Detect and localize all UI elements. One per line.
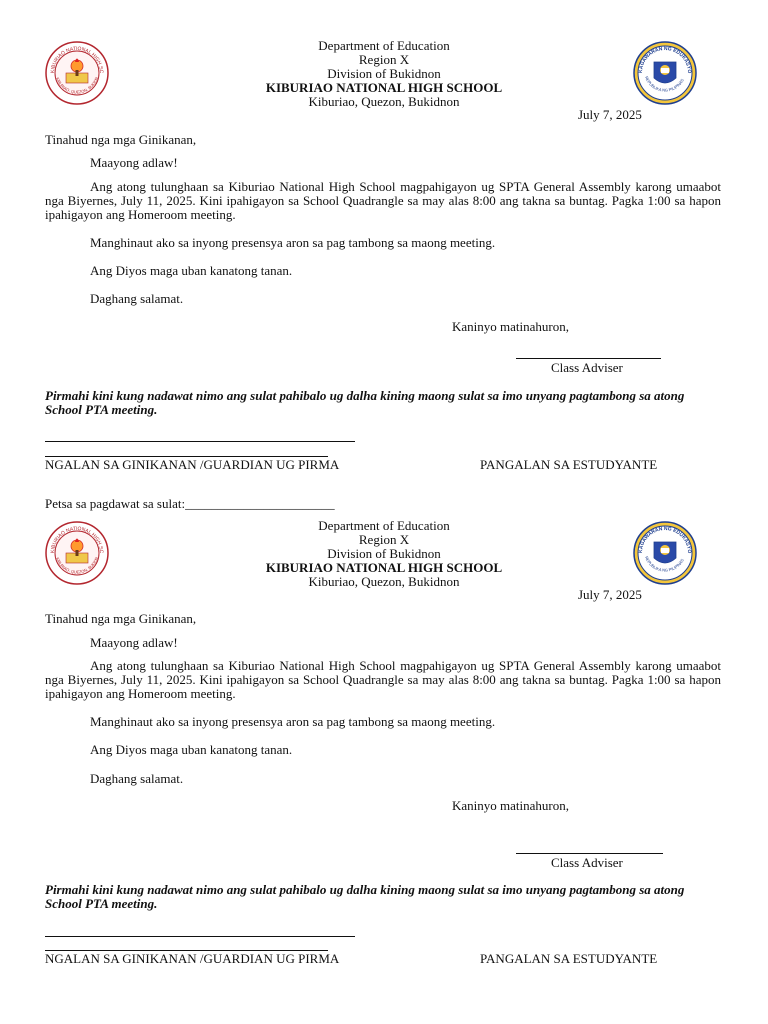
left-seal-bottom-text: KIBURIAO, QUEZON, BUKIDN [55, 556, 100, 575]
header-address: Kiburiao, Quezon, Bukidnon [308, 574, 460, 589]
parent-label: NGALAN SA GINIKANAN /GUARDIAN UG PIRMA [45, 951, 340, 966]
greeting: Maayong adlaw! [90, 155, 178, 170]
received-date-label: Petsa sa pagdawat sa sulat:_______________________ [45, 496, 335, 511]
kiburiao-nhs-seal-icon [44, 40, 110, 106]
parent-signature-line [45, 441, 355, 442]
header-department: Department of Education [318, 38, 450, 53]
right-seal-ring-text: KAGAWARAN NG EDUKASYO [637, 525, 693, 554]
letter-top [0, 0, 768, 511]
signatory-label: Class Adviser [551, 855, 623, 870]
salutation: Tinahud nga mga Ginikanan, [45, 132, 197, 147]
hope-line: Manghinaut ako sa inyong presensya aron sa pag tambong sa maong meeting. [90, 235, 496, 250]
letter-bottom [0, 480, 768, 980]
closing-line: Kaninyo matinahuron, [452, 319, 569, 334]
parent-label: NGALAN SA GINIKANAN /GUARDIAN UG PIRMA [45, 457, 340, 472]
student-label: PANGALAN SA ESTUDYANTE [480, 457, 658, 472]
thanks-line: Daghang salamat. [90, 291, 184, 306]
letter-date: July 7, 2025 [578, 587, 642, 602]
kiburiao-nhs-seal-icon [44, 520, 110, 586]
body-paragraph: Ang atong tulunghaan sa Kiburiao National High School magpahigayon ug SPTA General Assembly karong umaabot nga Biyernes, July 11, 2025. Kini ipahigayon sa School Quadrangle sa may alas 8:00 ang takna sa buntag. Pagka 1:00 sa hapon ipahigayon ang Homeroom meeting. [45, 658, 721, 701]
header-region: Region X [358, 52, 410, 67]
header-school-name: KIBURIAO NATIONAL HIGH SCHOOL [265, 560, 503, 575]
deped-seal-icon [632, 520, 698, 586]
blessing-line: Ang Diyos maga uban kanatong tanan. [90, 742, 293, 757]
parent-signature-line [45, 936, 355, 937]
signatory-label: Class Adviser [551, 360, 623, 375]
left-seal-ring-text: KIBURIAO NATIONAL HIGH SC [49, 525, 105, 554]
greeting: Maayong adlaw! [90, 635, 178, 650]
adviser-signature-line [516, 358, 661, 359]
right-seal-bottom-text: REPUBLIKA NG PILIPINAS [644, 555, 685, 573]
thanks-line: Daghang salamat. [90, 771, 184, 786]
hope-line: Manghinaut ako sa inyong presensya aron sa pag tambong sa maong meeting. [90, 714, 496, 729]
header-region: Region X [358, 532, 410, 547]
adviser-signature-line [516, 853, 663, 854]
body-paragraph: Ang atong tulunghaan sa Kiburiao National High School magpahigayon ug SPTA General Assembly karong umaabot nga Biyernes, July 11, 2025. Kini ipahigayon sa School Quadrangle sa may alas 8:00 ang takna sa buntag. Pagka 1:00 sa hapon ipahigayon ang Homeroom meeting. [45, 179, 721, 222]
deped-seal-icon [632, 40, 698, 106]
header-division: Division of Bukidnon [327, 546, 441, 561]
header-school-name: KIBURIAO NATIONAL HIGH SCHOOL [265, 80, 503, 95]
closing-line: Kaninyo matinahuron, [452, 798, 569, 813]
header-address: Kiburiao, Quezon, Bukidnon [308, 94, 460, 109]
header-division: Division of Bukidnon [327, 66, 441, 81]
letter-date: July 7, 2025 [578, 107, 642, 122]
salutation: Tinahud nga mga Ginikanan, [45, 611, 197, 626]
header-department: Department of Education [318, 518, 450, 533]
student-label: PANGALAN SA ESTUDYANTE [480, 951, 658, 966]
right-seal-bottom-text: REPUBLIKA NG PILIPINAS [644, 75, 685, 93]
blessing-line: Ang Diyos maga uban kanatong tanan. [90, 263, 293, 278]
left-seal-bottom-text: KIBURIAO, QUEZON, BUKIDN [55, 76, 100, 95]
instruction-text: Pirmahi kini kung nadawat nimo ang sulat pahibalo ug dalha kining maong sulat sa imo unyang pagtambong sa atong School PTA meeting. [45, 882, 685, 911]
right-seal-ring-text: KAGAWARAN NG EDUKASYO [637, 45, 693, 74]
left-seal-ring-text: KIBURIAO NATIONAL HIGH SC [49, 45, 105, 74]
instruction-text: Pirmahi kini kung nadawat nimo ang sulat pahibalo ug dalha kining maong sulat sa imo unyang pagtambong sa atong School PTA meeting. [45, 388, 685, 417]
